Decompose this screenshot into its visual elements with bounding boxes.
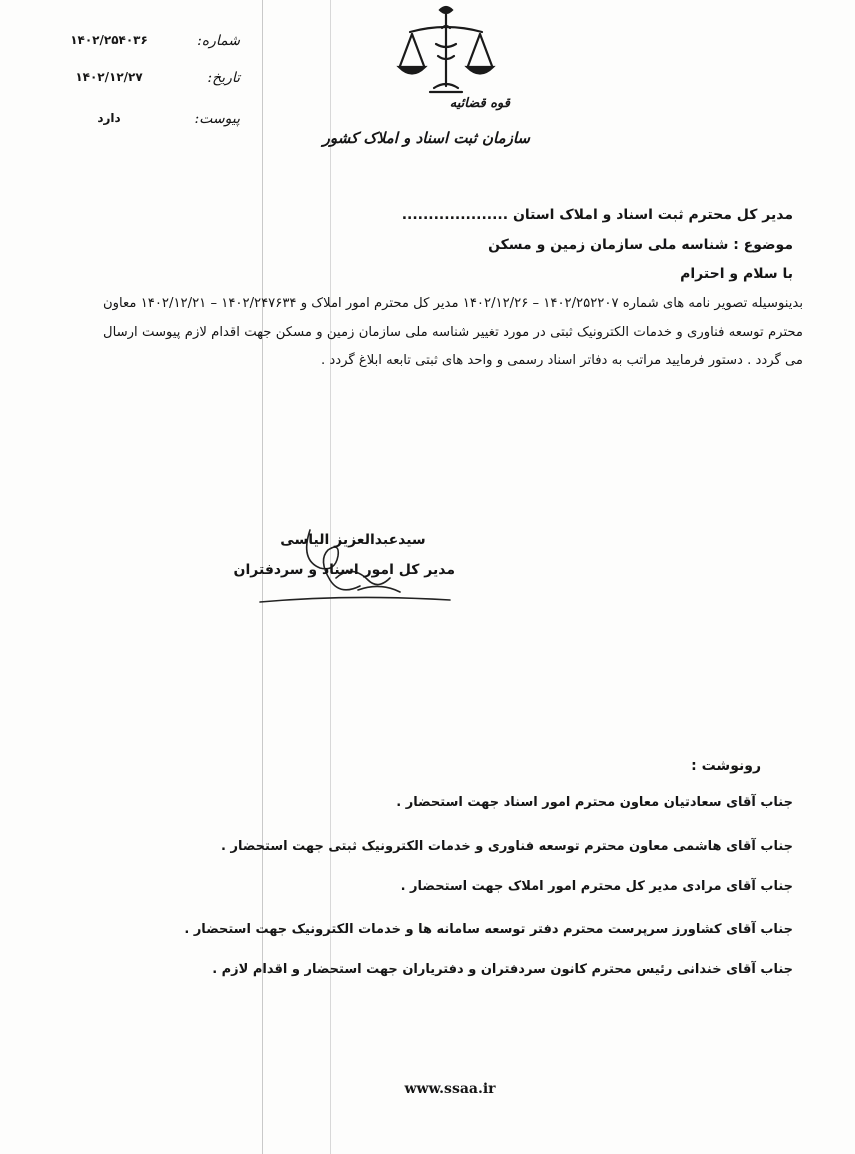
signatory-title: مدیر کل امور اسناد و سردفتران: [233, 562, 455, 578]
letter-number: [50, 33, 240, 57]
letter-body: بدینوسیله تصویر نامه های شماره ۱۴۰۲/۲۵۲۲۰۷ – ۱۴۰۲/۱۲/۲۶ مدیر کل محترم امور املاک و ۱۴۰۲/۲۴۷۶۳۴ – ۱۴۰۲/۱۲/۲۱ معاون محترم توسعه فناوری و خدمات الکترونیک ثبتی در مورد تغییر شناسه ملی سازمان زمین و مسکن جهت اقدام لازم پیوست ارسال می گردد . دستور فرمایید مراتب به دفاتر اسناد رسمی و واحد های ثبتی تابعه ابلاغ گردد .: [102, 296, 803, 368]
scales-of-justice-icon: [396, 4, 496, 96]
judiciary-logo: [322, 4, 530, 154]
date-value: ۱۴۰۲/۱۲/۲۷: [75, 70, 143, 84]
copy-recipient: جناب آقای کشاورز سرپرست محترم دفتر توسعه سامانه ها و خدمات الکترونیک جهت استحضار .: [184, 922, 793, 937]
letter-attachment: [50, 111, 240, 135]
recipient: مدیر کل محترم ثبت اسناد و املاک استان ....................: [401, 207, 793, 223]
judiciary-name: قوه قضائیه: [449, 96, 510, 111]
signatory-name: سیدعبدالعزیز الیاسی: [280, 532, 426, 548]
date-label: تاریخ:: [207, 70, 240, 86]
number-label: شماره:: [197, 33, 240, 49]
number-value: ۱۴۰۲/۲۵۴۰۳۶: [70, 33, 148, 47]
copy-recipient: جناب آقای هاشمی معاون محترم توسعه فناوری و خدمات الکترونیک ثبتی جهت استحضار .: [221, 839, 793, 854]
copies-heading: رونوشت :: [691, 758, 761, 774]
copy-recipient: جناب آقای خندانی رئیس محترم کانون سردفتران و دفتریاران جهت استحضار و اقدام لازم .: [212, 962, 793, 977]
subject: موضوع : شناسه ملی سازمان زمین و مسکن: [488, 237, 793, 253]
copy-recipient: جناب آقای مرادی مدیر کل محترم امور املاک جهت استحضار .: [400, 879, 793, 894]
website-link[interactable]: www.ssaa.ir: [404, 1081, 496, 1097]
letter-date: [50, 70, 240, 94]
attachment-label: پیوست:: [194, 111, 240, 127]
greeting: با سلام و احترام: [680, 266, 793, 282]
attachment-value: دارد: [97, 111, 121, 125]
copy-recipient: جناب آقای سعادتیان معاون محترم امور اسناد جهت استحضار .: [396, 795, 793, 810]
organization-name: سازمان ثبت اسناد و املاک کشور: [322, 129, 530, 147]
